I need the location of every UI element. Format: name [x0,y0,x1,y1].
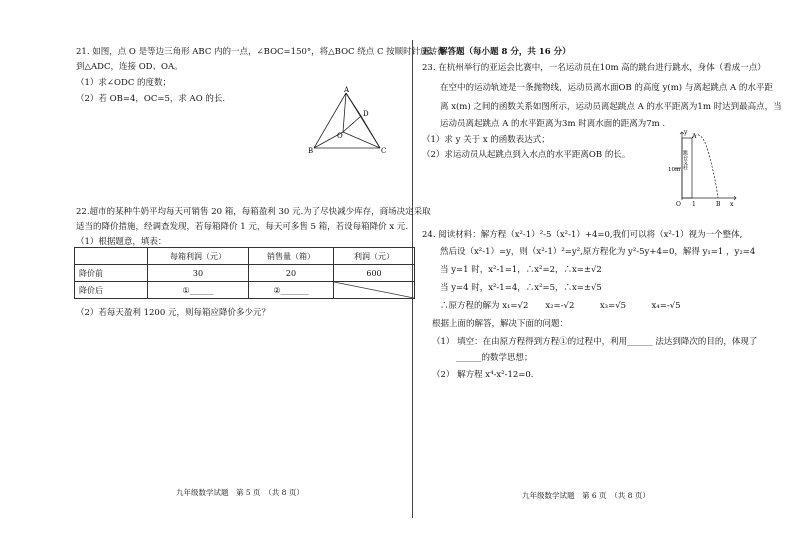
q21-part1: （1）求∠ODC 的度数； [76,78,172,88]
q21-stem-line2: 到△ADC，连接 OD、OA。 [76,62,183,72]
section-heading: 五、解答题（每小题 8 分，共 16 分） [422,47,571,57]
diagonal-line [334,282,414,298]
fig-label-origin: O [676,201,681,208]
table-cell: 600 [334,265,415,282]
table-cell: 30 [148,265,249,282]
q23-line1: 23. 在杭州举行的亚运会比赛中，一名运动员在10m 高的跳台进行跳水，身体（看成一点） [422,63,766,73]
table-cell: ①______ [148,282,249,299]
fig-label-c: C [381,147,387,155]
fig-label-10m: 10m [668,167,681,173]
q23-part1: （1）求 y 关于 x 的函数表达式； [422,135,550,145]
table-cell: 降价前 [75,265,148,282]
q24-line7: （1） 填空：在由原方程得到方程①的过程中，利用______ 法达到降次的目的，体现了 [432,337,758,347]
q23-part2: （2）求运动员从起跳点到入水点的水平距离OB 的长。 [422,150,631,160]
table-cell [75,248,148,265]
table-header: 销售量（箱） [249,248,334,265]
q24-line4: 当 y=4 时，x²-1=4，∴x²=5，∴x=±√5 [440,283,602,293]
q21-stem-line1: 21. 如图，点 O 是等边三角形 ABC 内的一点，∠BOC=150°，将△BOC 绕点 C 按顺时针旋转得 [76,47,446,57]
right-page-footer: 九年级数学试题 第 6 页 （共 8 页） [522,491,650,500]
q24-line9: （2） 解方程 x⁴-x²-12=0. [432,370,534,380]
fig-label-a: A [344,86,350,94]
fig-label-y: y [684,129,688,136]
fig-label-a-jump: A [692,133,697,140]
q24-line2: 然后设（x²-1）=y，则（x²-1）²=y²,原方程化为 y²-5y+4=0，解得 y₁=1 ，y₂=4 [440,247,756,257]
q24-line3: 当 y=1 时，x²-1=1，∴x²=2，∴x=±√2 [440,265,602,275]
q23-parabola-figure [668,128,738,208]
fig-label-one: 1 [692,201,696,208]
q22-stem-line2: 适当的降价措施，经调查发现，若每箱降价 1 元，每天可多售 5 箱，若设每箱降价 x 元. [76,222,409,232]
q22-fill-table [74,247,415,299]
fig-label-d: D [363,110,369,118]
fig-label-b: B [308,147,314,155]
q23-line3: 离 x(m) 之间的函数关系如图所示，运动员离起跳点 A 的水平距离为1m 时达到最高点，当 [440,102,782,112]
table-row [75,248,415,265]
q24-line5: ∴原方程的解为 x₁=√2 x₂=-√2 x₃=√5 x₄=-√5 [440,301,681,311]
q22-part2: （2）若每天盈利 1200 元，则每箱应降价多少元？ [76,308,270,318]
fig-label-platform-post: 跳台支柱 [682,150,688,170]
table-cell: 降价后 [75,282,148,299]
table-cell: 20 [249,265,334,282]
table-cell: ②_______ [249,282,334,299]
table-row [75,265,415,282]
q21-triangle-figure [306,86,390,156]
q24-line1: 24. 阅读材料：解方程（x²-1）²-5（x²-1）+4=0,我们可以将（x²-1）视为一个整体, [422,230,743,240]
fig-label-o: O [337,132,343,140]
table-cell-diagonal [334,282,415,299]
table-header: 每箱利润（元） [148,248,249,265]
q22-part1: （1）根据题意，填表： [76,237,167,247]
q24-line6: 根据上面的解答，解决下面的问题： [432,319,569,329]
left-page-footer: 九年级数学试题 第 5 页 （共 8 页） [176,488,304,497]
q21-part2: （2）若 OB=4，OC=5，求 AO 的长. [76,94,226,104]
fig-label-b-entry: B [716,201,721,208]
table-row [75,282,415,299]
table-header: 利润（元） [334,248,415,265]
q23-line4: 运动员离起跳点 A 的水平距离为3m 时离水面的距离为7m . [440,119,666,129]
q24-line8: ______的数学思想； [456,353,533,363]
q22-stem-line1: 22.超市的某种牛奶平均每天可销售 20 箱，每箱盈利 30 元.为了尽快减少库存，商场决定采取 [76,207,431,217]
q23-line2: 在空中的运动轨迹是一条抛物线，运动员离水面OB 的高度 y(m) 与离起跳点 A 的水平距 [440,83,773,93]
fig-label-x: x [730,201,734,208]
